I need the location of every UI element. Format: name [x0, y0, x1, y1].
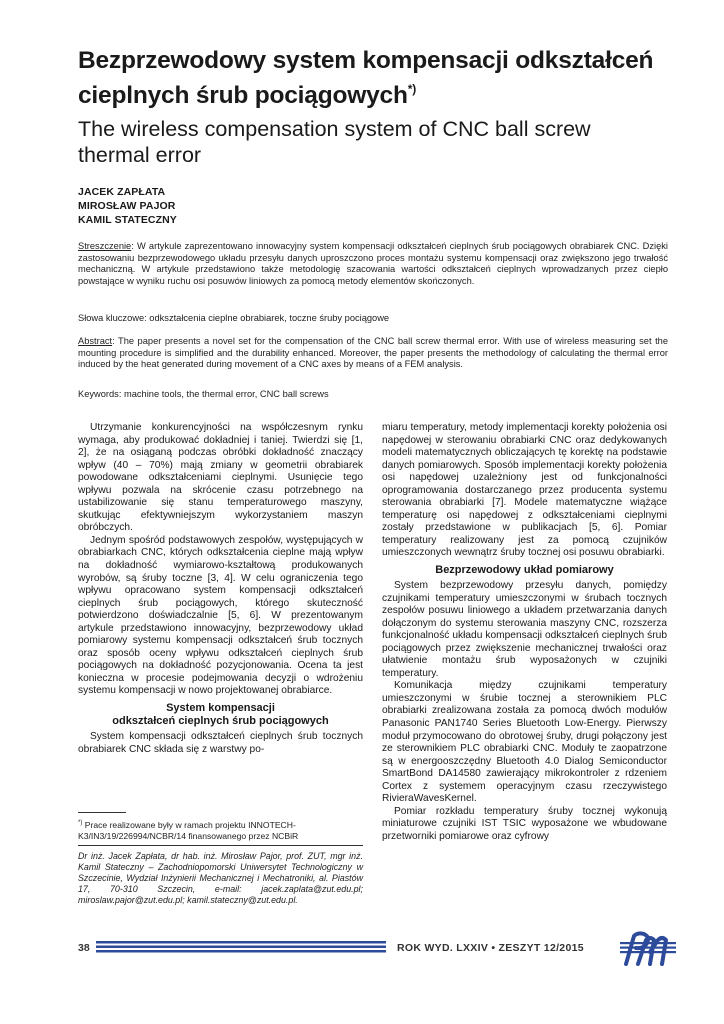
abstract-polish-label: Streszczenie [78, 241, 132, 251]
right-column [382, 422, 667, 844]
body-paragraph: miaru temperatury, metody implementacji korekty położenia osi napędowej w sterowaniu obrabiarki CNC oraz dedykowanych modeli matematycznych obliczających tę korektę na podstawie danych pomiarowych. Sposób implementacji korekty położenia osi napędowej uzależniony jest od funkcjonalności oprogramowania dostarczanego przez producenta systemu sterowania obrabiarki [7]. Modele matematyczne wiążące temperaturę osi napędowej z odkształceniami cieplnymi zostały przedstawione w publikacjach [5, 6]. Pomiar temperatury realizowany jest za pomocą czujników umieszczonych wewnątrz śruby tocznej osi posuwu obrabiarki. [382, 422, 667, 559]
footer-stripes [96, 940, 386, 954]
body-paragraph: Jednym spośród podstawowych zespołów, występujących w obrabiarkach CNC, których odkształcenia cieplne mają wpływ na dokładność wymiarowo-kształtową produkowanych wyrobów, są śruby toczne [3, 4]. W celu ograniczenia tego wpływu opracowano system kompensacji odkształceń cieplnych śrub pociągowych, którego skuteczność potwierdzono doświadczalnie [5, 6]. W prezentowanym artykule przedstawiono innowacyjny, bezprzewodowy układ pomiarowy systemu kompensacji odkształceń śrub tocznych oraz sposób oceny wpływu odkształceń cieplnych śrub pociągowych na dokładność pozycjonowania. Ocena ta jest konieczna w procesie podejmowania decyzji o wdrożeniu systemu kompensacji w nowo projektowanej obrabiarce. [78, 534, 363, 697]
affiliation-divider [78, 845, 363, 846]
left-column [78, 422, 363, 756]
body-paragraph: Utrzymanie konkurencyjności na współczesnym rynku wymaga, aby produkować dokładniej i taniej. Twierdzi się [1, 2], że na osiąganą podczas obróbki dokładność znaczący wpływ (40 – 70%) mają zmiany w geometrii obrabiarek powodowane odkształceniami cieplnymi. Usunięcie tego wpływu pozwala na skrócenie czasu potrzebnego na ustabilizowanie się stanu temperaturowego maszyny, skutkując efektywniejszym wykorzystaniem maszyn obróbczych. [78, 422, 363, 534]
author-affiliation: Dr inż. Jacek Zapłata, dr hab. inż. Mirosław Pajor, prof. ZUT, mgr inż. Kamil Stateczny – Zachodniopomorski Uniwersytet Technologiczny w Szczecinie, Wydział Inżynierii Mechanicznej i Mechatroniki, al. Piastów 17, 70-310 Szczecin, e-mail: jacek.zaplata@zut.edu.pl; miroslaw.pajor@zut.edu.pl; kamil.stateczny@zut.edu.pl. [78, 851, 363, 905]
journal-logo-icon [620, 930, 676, 968]
section-heading: System kompensacji odkształceń cieplnych śrub pociągowych [112, 702, 329, 728]
title-footnote-marker: *) [407, 82, 416, 96]
abstract-polish-text: : W artykule zaprezentowano innowacyjny system kompensacji odkształceń cieplnych śrub pociągowych obrabiarek CNC. Dzięki zastosowaniu bezprzewodowego układu przesyłu danych uproszczono proces montażu systemu kompensacji oraz zwiększono jego trwałość mechaniczną. W artykule przedstawiono także metodologię szacowania wartości odkształceń cieplnych wprowadzanych przez ciepło powstające w wyniku ruchu osi posuwów liniowych za pomocą metody elementów skończonych. [78, 241, 668, 286]
author-list [78, 185, 177, 227]
keywords-polish: Słowa kluczowe: odkształcenia cieplne obrabiarek, toczne śruby pociągowe [78, 313, 390, 323]
body-paragraph: System kompensacji odkształceń cieplnych śrub tocznych obrabiarek CNC składa się z warstwy po- [78, 731, 363, 755]
abstract-english-text: : The paper presents a novel set for the compensation of the CNC ball screw thermal error. With use of wireless measuring set the mounting procedure is simplified and the durability enhanced. Moreover, the paper presents the methodology of calculating the thermal error induced by the heat generated during movement of a CNC axes by means of a FEM analysis. [78, 336, 668, 370]
journal-info: ROK WYD. LXXIV • ZESZYT 12/2015 [397, 942, 584, 954]
section-heading: Bezprzewodowy układ pomiarowy [435, 564, 614, 577]
author: MIROSŁAW PAJOR [78, 200, 176, 212]
abstract-english [78, 336, 668, 371]
author: KAMIL STATECZNY [78, 214, 177, 226]
body-paragraph: Pomiar rozkładu temperatury śruby tocznej wykonują miniaturowe czujniki IST TSIC wyposażone we wbudowane przetworniki pomiarowe oraz cyfrowy [382, 805, 667, 842]
title-polish: Bezprzewodowy system kompensacji odkształceń cieplnych śrub pociągowych*) [78, 47, 654, 109]
keywords-english: Keywords: machine tools, the thermal error, CNC ball screws [78, 389, 329, 399]
footnote-divider [78, 812, 126, 813]
body-paragraph: System bezprzewodowy przesyłu danych, pomiędzy czujnikami temperatury umieszczonymi w śrubach tocznych zespołów posuwu liniowego a układem przetwarzania danych dołączonym do systemu sterowania maszyny CNC, rozszerza funkcjonalność układu kompensacji odkształceń cieplnych śrub pociągowych przez zwiększenie mechanicznej trwałości oraz ułatwienie montażu śrub wyposażonych w czujniki temperatury. [382, 580, 667, 679]
title-english: The wireless compensation system of CNC ball screw thermal error [78, 117, 591, 167]
body-paragraph: Komunikacja między czujnikami temperatury umieszczonymi w śrubie tocznej a sterownikiem PLC obrabiarki zrealizowana została za pomocą dwóch modułów Panasonic PAN1740 Series Bluetooth Low-Energy. Pierwszy moduł przymocowano do obrotowej śruby, drugi połączony jest ze sterownikiem PLC obrabiarki CNC. Moduły te zaopatrzone są w energooszczędny Bluetooth 4.0 Dialog Semiconductor SmartBond DA14580 zawierający mikrokontroler z rdzeniem Cortex z systemem operacyjnym czasu rzeczywistego RivieraWavesKernel. [382, 680, 667, 805]
footnote-marker: *) [78, 820, 83, 826]
footnote: *) Prace realizowane były w ramach projektu INNOTECH-K3/IN3/19/226994/NCBR/14 finansowanego przez NCBiR [78, 819, 299, 841]
abstract-english-label: Abstract [78, 336, 113, 346]
page-number: 38 [78, 942, 90, 954]
abstract-polish [78, 241, 668, 287]
author: JACEK ZAPŁATA [78, 186, 166, 198]
